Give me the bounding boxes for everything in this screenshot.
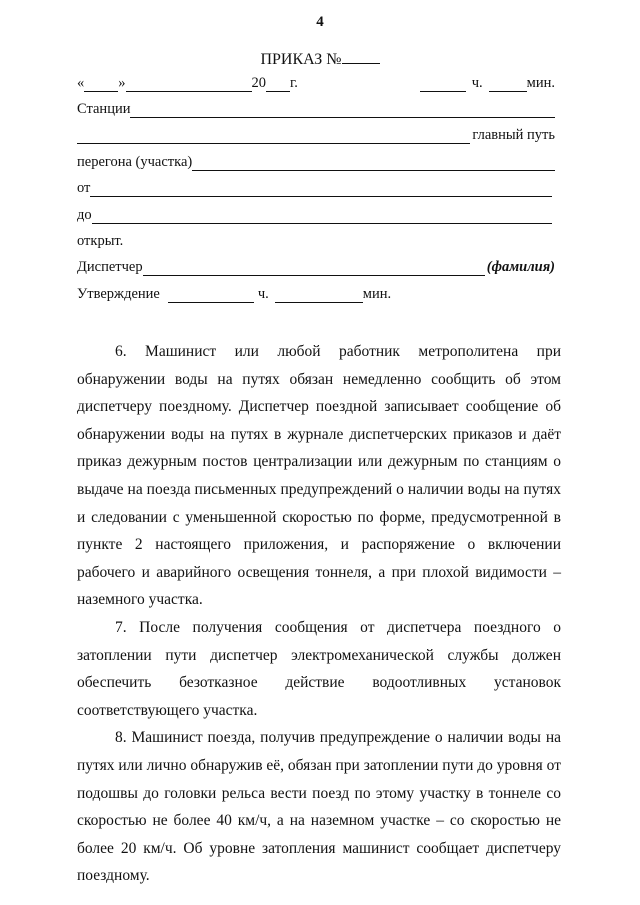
date-time-row [77, 74, 555, 92]
from-row [77, 179, 552, 197]
opened-row [77, 232, 555, 250]
section-row [77, 153, 555, 171]
station-row [77, 100, 555, 118]
dispatcher-label: Диспетчер [77, 259, 143, 275]
paragraph-8: 8. Машинист поезда, получив предупреждение о наличии воды на путях или лично обнаружив её, обязан при затоплении пути до уровня от подошвы до головки рельса вести поезд по этому участку в тоннеле со скоростью не более 40 км/ч, а на наземном участке – со скоростью не более 20 км/ч. Об уровне затопления машинист сообщает диспетчеру поездному. [77, 729, 561, 885]
paragraph-6: 6. Машинист или любой работник метрополитена при обнаружении воды на путях обязан немедленно сообщить об этом диспетчеру поездному. Диспетчер поездной записывает сообщение об обнаружении воды на путях в журнале диспетчерских приказов и даёт приказ дежурным постов централизации или дежурным по станциям о выдаче на поезда письменных предупреждений о наличии воды на путях и следовании с уменьшенной скоростью по форме, предусмотренной в пункте 2 настоящего приложения, и распоряжение о включении рабочего и аварийного освещения тоннеля, а при плохой видимости – наземного участка. [77, 343, 561, 609]
order-title-text: ПРИКАЗ № [260, 51, 342, 68]
approval-minutes-blank [275, 287, 363, 303]
order-title [0, 49, 640, 69]
section-blank [192, 155, 555, 171]
hours-blank [420, 76, 466, 92]
year-suffix: г. [290, 75, 298, 91]
main-track-blank [77, 128, 470, 144]
minutes-label: мин. [526, 75, 555, 91]
from-blank [90, 181, 552, 197]
approval-label: Утверждение [77, 286, 160, 302]
day-blank [84, 76, 118, 92]
approval-minutes-label: мин. [362, 286, 392, 302]
from-label: от [77, 180, 91, 196]
main-track-row [77, 126, 555, 144]
dispatcher-row [77, 258, 555, 276]
station-label: Станции [77, 101, 131, 117]
section-label: перегона (участка) [77, 154, 193, 170]
month-blank [126, 76, 252, 92]
page-number: 4 [316, 14, 324, 30]
order-number-blank [342, 49, 380, 64]
to-blank [92, 208, 552, 224]
dispatcher-blank [143, 260, 485, 276]
to-row [77, 206, 552, 224]
approval-row [77, 285, 555, 303]
surname-label: (фамилия) [486, 259, 555, 275]
quote-open: « [77, 75, 85, 91]
paragraph-7: 7. После получения сообщения от диспетчера поездного о затоплении пути диспетчер электромеханической службы должен обеспечить безотказное действие водоотливных установок соответствующего участка. [77, 618, 561, 719]
main-track-label: главный путь [472, 127, 555, 143]
station-blank [130, 102, 555, 118]
hours-label: ч. [471, 75, 483, 91]
body-text [77, 338, 561, 890]
year-blank [266, 76, 290, 92]
approval-hours-label: ч. [257, 286, 269, 302]
quote-close: » [118, 75, 126, 91]
minutes-blank [489, 76, 527, 92]
to-label: до [77, 207, 92, 223]
opened-label: открыт. [77, 233, 124, 249]
approval-hours-blank [168, 287, 254, 303]
year-prefix: 20 [251, 75, 266, 91]
